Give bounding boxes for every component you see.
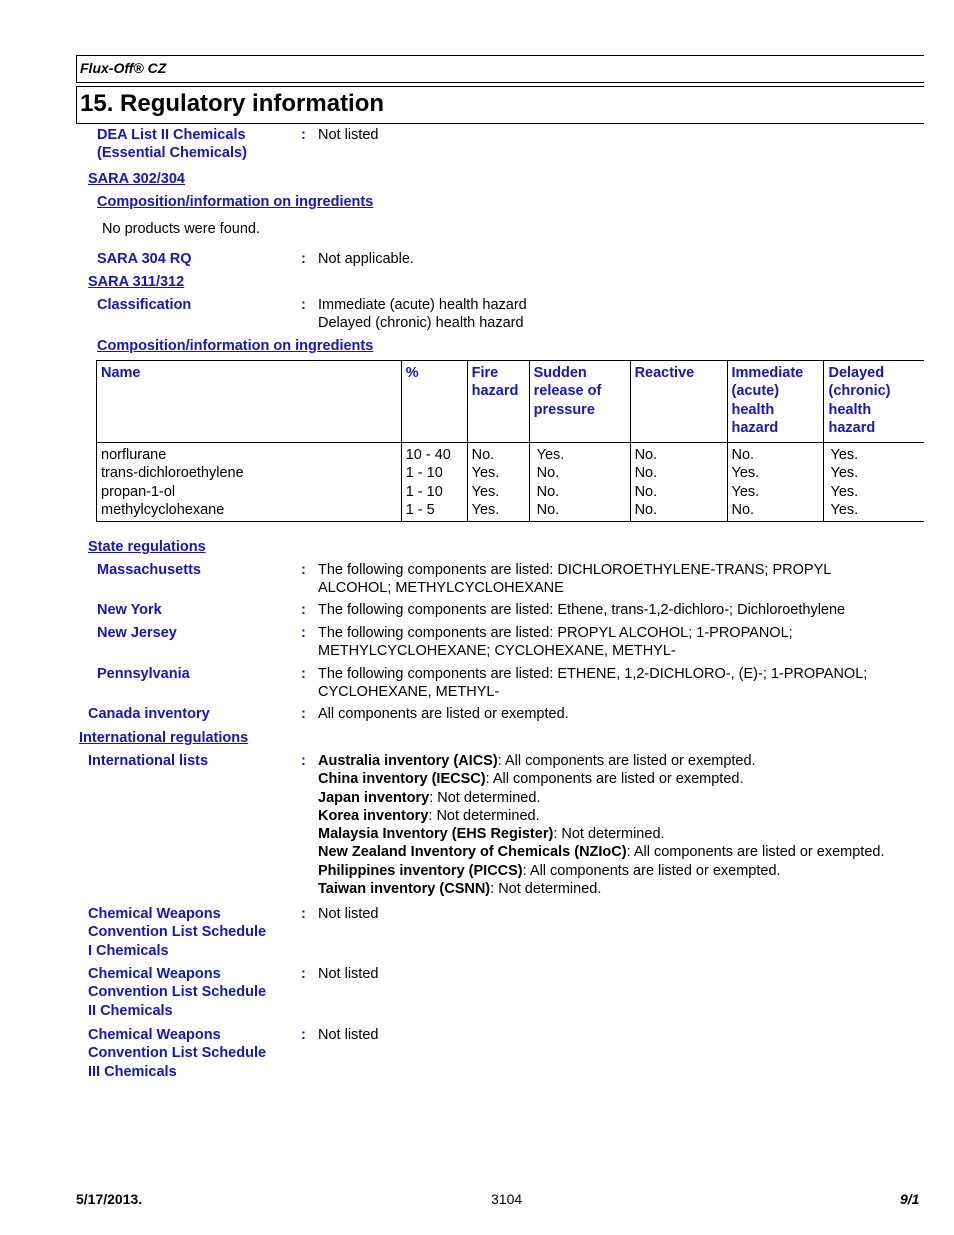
footer-date: 5/17/2013. <box>76 1191 143 1207</box>
inventory-status: : All components are listed or exempted. <box>485 771 744 788</box>
cell: Yes. <box>830 447 859 463</box>
inventory-name: Japan inventory <box>318 789 430 806</box>
sara-302-heading[interactable]: SARA 302/304 <box>88 171 185 187</box>
cell: Yes. <box>830 465 859 482</box>
new-york-value: The following components are listed: Ethene, trans-1,2-dichloro-; Dichloroethylene <box>318 602 846 618</box>
cell: 10 - 40 <box>405 447 451 463</box>
cw-schedule-3-colon: : <box>301 1027 306 1043</box>
inventory-status: : Not determined. <box>553 826 665 843</box>
col-header-sudden: Sudden release of pressure <box>529 361 630 443</box>
new-york-label: New York <box>97 602 162 618</box>
col-header-reactive: Reactive <box>630 361 727 443</box>
section-header <box>76 86 924 124</box>
sara-304-rq-value: Not applicable. <box>318 251 414 267</box>
cell: No. <box>634 483 658 500</box>
inventory-name: New Zealand Inventory of Chemicals (NZIoC) <box>318 844 627 861</box>
pennsylvania-label: Pennsylvania <box>97 666 190 682</box>
cell: Yes. <box>471 465 500 482</box>
cell: methylcyclohexane <box>101 501 225 518</box>
cw-label-line: III Chemicals <box>88 1063 177 1080</box>
table-row <box>97 443 925 522</box>
inventory-malaysia <box>318 825 885 843</box>
new-york-colon: : <box>301 602 306 618</box>
classification-line2: Delayed (chronic) health hazard <box>318 315 524 332</box>
inventory-name: Philippines inventory (PICCS) <box>318 862 523 879</box>
classification-line1: Immediate (acute) health hazard <box>318 297 527 313</box>
international-colon: : <box>301 753 306 769</box>
inventory-australia <box>318 752 885 770</box>
massachusetts-line1: The following components are listed: DICHLOROETHYLENE-TRANS; PROPYL <box>318 562 832 578</box>
inventory-taiwan <box>318 880 885 898</box>
dea-value: Not listed <box>318 127 379 143</box>
new-jersey-label: New Jersey <box>97 625 177 641</box>
cw-schedule-2-colon: : <box>301 966 306 982</box>
inventory-korea <box>318 807 885 825</box>
cell-percents <box>401 443 467 522</box>
inventory-name: Australia inventory (AICS) <box>318 753 498 769</box>
sara-302-note: No products were found. <box>102 221 260 237</box>
dea-label-line2: (Essential Chemicals) <box>97 145 247 162</box>
hazard-table <box>96 360 924 522</box>
col-header-name: Name <box>97 361 402 443</box>
cell-names <box>97 443 402 522</box>
cell: No. <box>731 501 755 518</box>
cw-label-line: Chemical Weapons <box>88 1027 221 1043</box>
classification-label: Classification <box>97 297 192 313</box>
cw-label-line: Chemical Weapons <box>88 906 221 922</box>
pennsylvania-colon: : <box>301 666 306 682</box>
new-jersey-line2: METHYLCYCLOHEXANE; CYCLOHEXANE, METHYL- <box>318 643 676 660</box>
cell: Yes. <box>830 501 859 518</box>
cw-schedule-1-value: Not listed <box>318 906 379 922</box>
massachusetts-line2: ALCOHOL; METHYLCYCLOHEXANE <box>318 580 564 597</box>
cw-schedule-3-value: Not listed <box>318 1027 379 1043</box>
footer-page: 9/1 <box>900 1191 920 1207</box>
new-jersey-line1: The following components are listed: PROPYL ALCOHOL; 1-PROPANOL; <box>318 625 793 641</box>
cell: No. <box>471 447 495 463</box>
col-header-delayed: Delayed (chronic) health hazard <box>824 361 924 443</box>
cell: No. <box>731 447 755 463</box>
dea-colon: : <box>301 127 306 143</box>
inventory-china <box>318 770 885 788</box>
cell: No. <box>536 501 560 518</box>
cell: 1 - 10 <box>405 483 443 500</box>
cw-label-line: II Chemicals <box>88 1002 173 1019</box>
sara-311-heading[interactable]: SARA 311/312 <box>88 274 185 290</box>
dea-label-line1: DEA List II Chemicals <box>97 127 246 143</box>
pennsylvania-value <box>318 665 867 702</box>
new-jersey-value <box>318 624 793 661</box>
cell-reactive <box>630 443 727 522</box>
classification-value <box>318 296 527 333</box>
cell: norflurane <box>101 447 167 463</box>
product-name: Flux-Off® CZ <box>80 60 167 76</box>
canada-inventory-label: Canada inventory <box>88 706 210 722</box>
cell: Yes. <box>471 483 500 500</box>
cw-schedule-2-label <box>88 965 266 1020</box>
pennsylvania-line1: The following components are listed: ETHENE, 1,2-DICHLORO-, (E)-; 1-PROPANOL; <box>318 666 868 682</box>
sara-302-composition-link[interactable]: Composition/information on ingredients <box>97 194 374 210</box>
cw-schedule-2-value: Not listed <box>318 966 379 982</box>
inventory-status: : All components are listed or exempted. <box>522 862 781 879</box>
section-title: 15. Regulatory information <box>80 90 385 117</box>
cw-label-line: Chemical Weapons <box>88 966 221 982</box>
cell: No. <box>536 465 560 482</box>
cell: 1 - 10 <box>405 465 443 482</box>
canada-colon: : <box>301 706 306 722</box>
cell-fire <box>467 443 529 522</box>
cw-schedule-3-label <box>88 1026 266 1081</box>
state-regulations-heading[interactable]: State regulations <box>88 539 206 555</box>
inventory-status: : All components are listed or exempted. <box>626 844 885 861</box>
cw-label-line: Convention List Schedule <box>88 924 267 941</box>
inventory-name: Malaysia Inventory (EHS Register) <box>318 826 554 843</box>
inventory-name: China inventory (IECSC) <box>318 771 486 788</box>
massachusetts-colon: : <box>301 562 306 578</box>
cell: Yes. <box>536 447 565 463</box>
inventory-status: : All components are listed or exempted. <box>497 753 756 769</box>
sara-304-rq-colon: : <box>301 251 306 267</box>
cell: Yes. <box>830 483 859 500</box>
pennsylvania-line2: CYCLOHEXANE, METHYL- <box>318 684 500 701</box>
cell: propan-1-ol <box>101 483 176 500</box>
cell: Yes. <box>731 483 760 500</box>
table-header-row <box>97 361 925 443</box>
cell: No. <box>634 501 658 518</box>
cell: No. <box>634 465 658 482</box>
international-regulations-heading[interactable]: International regulations <box>79 730 249 746</box>
cw-label-line: I Chemicals <box>88 942 169 959</box>
new-jersey-colon: : <box>301 625 306 641</box>
international-lists <box>318 752 885 898</box>
cw-label-line: Convention List Schedule <box>88 1045 267 1062</box>
document-header <box>76 55 924 83</box>
cell: 1 - 5 <box>405 501 435 518</box>
col-header-fire: Fire hazard <box>467 361 529 443</box>
cw-label-line: Convention List Schedule <box>88 984 267 1001</box>
inventory-status: : Not determined. <box>490 881 602 898</box>
cell: trans-dichloroethylene <box>101 465 244 482</box>
col-header-immediate: Immediate (acute) health hazard <box>727 361 824 443</box>
massachusetts-label: Massachusetts <box>97 562 201 578</box>
inventory-status: : Not determined. <box>429 789 541 806</box>
sara-311-composition-link[interactable]: Composition/information on ingredients <box>97 338 374 354</box>
inventory-new-zealand <box>318 843 885 861</box>
cell: Yes. <box>731 465 760 482</box>
cell-immediate <box>727 443 824 522</box>
inventory-name: Korea inventory <box>318 807 429 824</box>
canada-inventory-value: All components are listed or exempted. <box>318 706 569 722</box>
inventory-japan <box>318 789 885 807</box>
dea-label <box>97 126 247 163</box>
cell: No. <box>634 447 658 463</box>
massachusetts-value <box>318 561 831 598</box>
cw-schedule-1-colon: : <box>301 906 306 922</box>
cell-delayed <box>824 443 924 522</box>
sara-304-rq-label: SARA 304 RQ <box>97 251 192 267</box>
inventory-status: : Not determined. <box>428 807 540 824</box>
col-header-percent: % <box>401 361 467 443</box>
inventory-philippines <box>318 862 885 880</box>
cw-schedule-1-label <box>88 905 266 960</box>
international-lists-label: International lists <box>88 753 209 769</box>
cell: No. <box>536 483 560 500</box>
footer-code: 3104 <box>491 1191 523 1207</box>
classification-colon: : <box>301 297 306 313</box>
cell-sudden <box>529 443 630 522</box>
inventory-name: Taiwan inventory (CSNN) <box>318 881 491 898</box>
cell: Yes. <box>471 501 500 518</box>
